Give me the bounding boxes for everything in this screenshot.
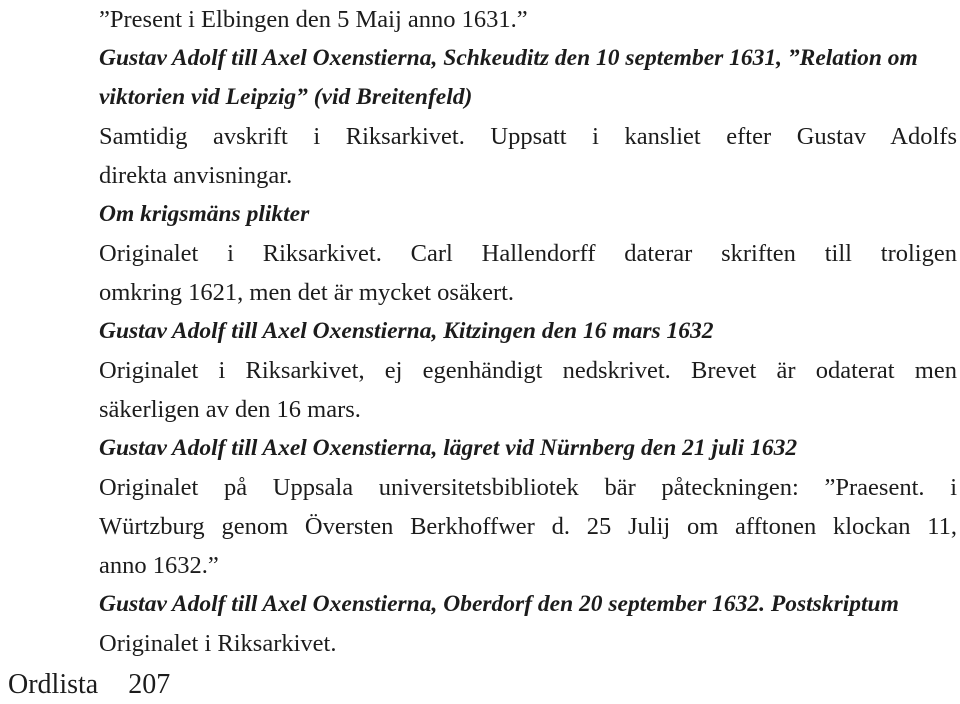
text-line: anno 1632.” — [99, 552, 219, 579]
page-number: 207 — [128, 669, 171, 700]
entry-heading: Gustav Adolf till Axel Oxenstierna, Schkeuditz den 10 september 1631, ”Relation om — [99, 45, 918, 71]
text-line: ”Present i Elbingen den 5 Maij anno 1631.” — [99, 6, 528, 33]
text-line: omkring 1621, men det är mycket osäkert. — [99, 279, 515, 306]
section-title: Ordlista — [8, 669, 99, 700]
text-line: direkta anvisningar. — [99, 162, 293, 189]
entry-heading: Gustav Adolf till Axel Oxenstierna, lägret vid Nürnberg den 21 juli 1632 — [99, 435, 798, 461]
page-footer — [8, 665, 170, 704]
document-body — [99, 0, 957, 663]
entry-heading: Gustav Adolf till Axel Oxenstierna, Kitzingen den 16 mars 1632 — [99, 318, 714, 344]
text-line: Originalet på Uppsala universitetsbibliotek bär påteckningen: ”Praesent. i — [99, 474, 957, 501]
text-line: Originalet i Riksarkivet, ej egenhändigt nedskrivet. Brevet är odaterat men — [99, 357, 957, 384]
entry-heading: Gustav Adolf till Axel Oxenstierna, Oberdorf den 20 september 1632. Postskriptum — [99, 591, 899, 617]
text-line: Originalet i Riksarkivet. — [99, 630, 337, 657]
entry-heading: Om krigsmäns plikter — [99, 201, 310, 227]
text-line: säkerligen av den 16 mars. — [99, 396, 361, 423]
text-line: Originalet i Riksarkivet. Carl Hallendorff daterar skriften till troligen — [99, 240, 957, 267]
text-line: Würtzburg genom Översten Berkhoffwer d. 25 Julij om afftonen klockan 11, — [99, 513, 957, 540]
entry-heading: viktorien vid Leipzig” (vid Breitenfeld) — [99, 84, 473, 110]
text-line: Samtidig avskrift i Riksarkivet. Uppsatt i kansliet efter Gustav Adolfs — [99, 123, 957, 150]
